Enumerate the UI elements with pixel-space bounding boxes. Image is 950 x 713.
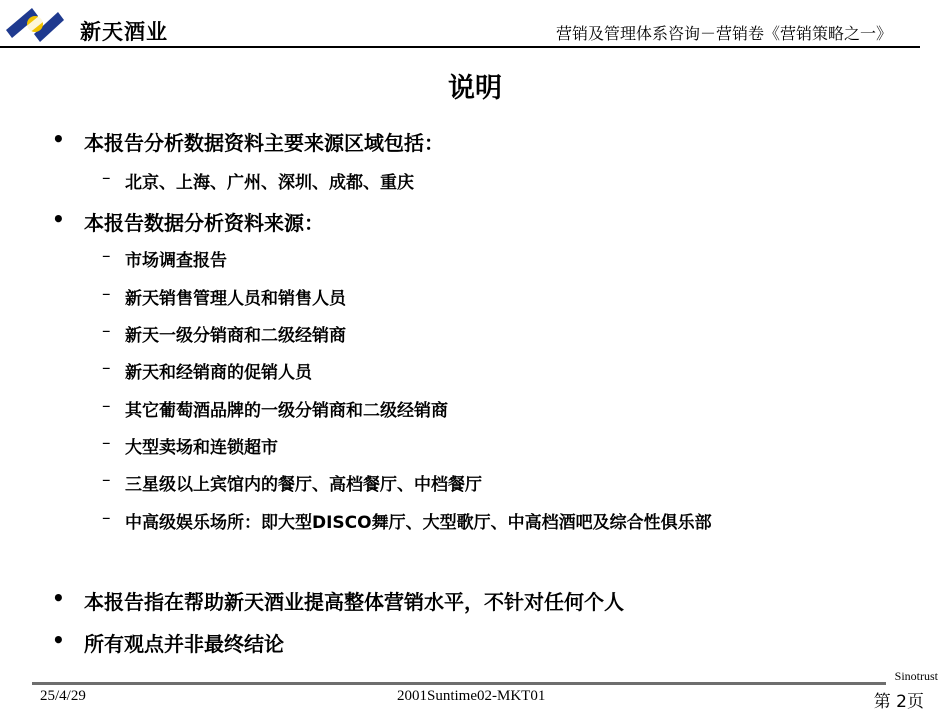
bullet-icon: • [52, 586, 65, 610]
dash-icon: – [102, 508, 111, 528]
sub-item-text: 市场调查报告 [125, 251, 227, 271]
footer-document-code: 2001Suntime02-MKT01 [397, 688, 546, 704]
bullet-icon: • [52, 207, 65, 231]
sub-item-text: 新天一级分销商和二级经销商 [125, 326, 346, 346]
bullet-text: 本报告数据分析资料来源： [84, 211, 324, 235]
sub-item-text: 中高级娱乐场所：即大型DISCO舞厅、大型歌厅、中高档酒吧及综合性俱乐部 [125, 513, 712, 533]
page-title: 说明 [448, 73, 502, 104]
footer-page-number: 第 2页 [873, 692, 924, 712]
bullet-text: 本报告指在帮助新天酒业提高整体营销水平，不针对任何个人 [84, 590, 624, 614]
bullet-icon: • [52, 628, 65, 652]
dash-icon: – [102, 284, 111, 304]
bullet-text: 本报告分析数据资料主要来源区域包括： [84, 131, 444, 155]
header-divider [0, 46, 920, 48]
footer-date: 25/4/29 [40, 688, 86, 704]
bullet-icon: • [52, 127, 65, 151]
sub-item-text: 北京、上海、广州、深圳、成都、重庆 [125, 173, 414, 193]
bullet-text: 所有观点并非最终结论 [84, 632, 284, 656]
document-subtitle: 营销及管理体系咨询－营销卷《营销策略之一》 [555, 24, 892, 43]
dash-icon: – [102, 433, 111, 453]
footer-divider [32, 682, 886, 685]
footer-brand: Sinotrust [894, 669, 938, 683]
sub-item-text: 新天销售管理人员和销售人员 [125, 289, 346, 309]
dash-icon: – [102, 246, 111, 266]
company-name: 新天酒业 [80, 20, 168, 44]
dash-icon: – [102, 168, 111, 188]
sub-item-text: 三星级以上宾馆内的餐厅、高档餐厅、中档餐厅 [125, 475, 482, 495]
sub-item-text: 大型卖场和连锁超市 [125, 438, 278, 458]
dash-icon: – [102, 358, 111, 378]
sub-item-text: 新天和经销商的促销人员 [125, 363, 312, 383]
dash-icon: – [102, 321, 111, 341]
dash-icon: – [102, 396, 111, 416]
sub-item-text: 其它葡萄酒品牌的一级分销商和二级经销商 [125, 401, 448, 421]
dash-icon: – [102, 470, 111, 490]
sinotrust-logo-icon [4, 4, 66, 44]
